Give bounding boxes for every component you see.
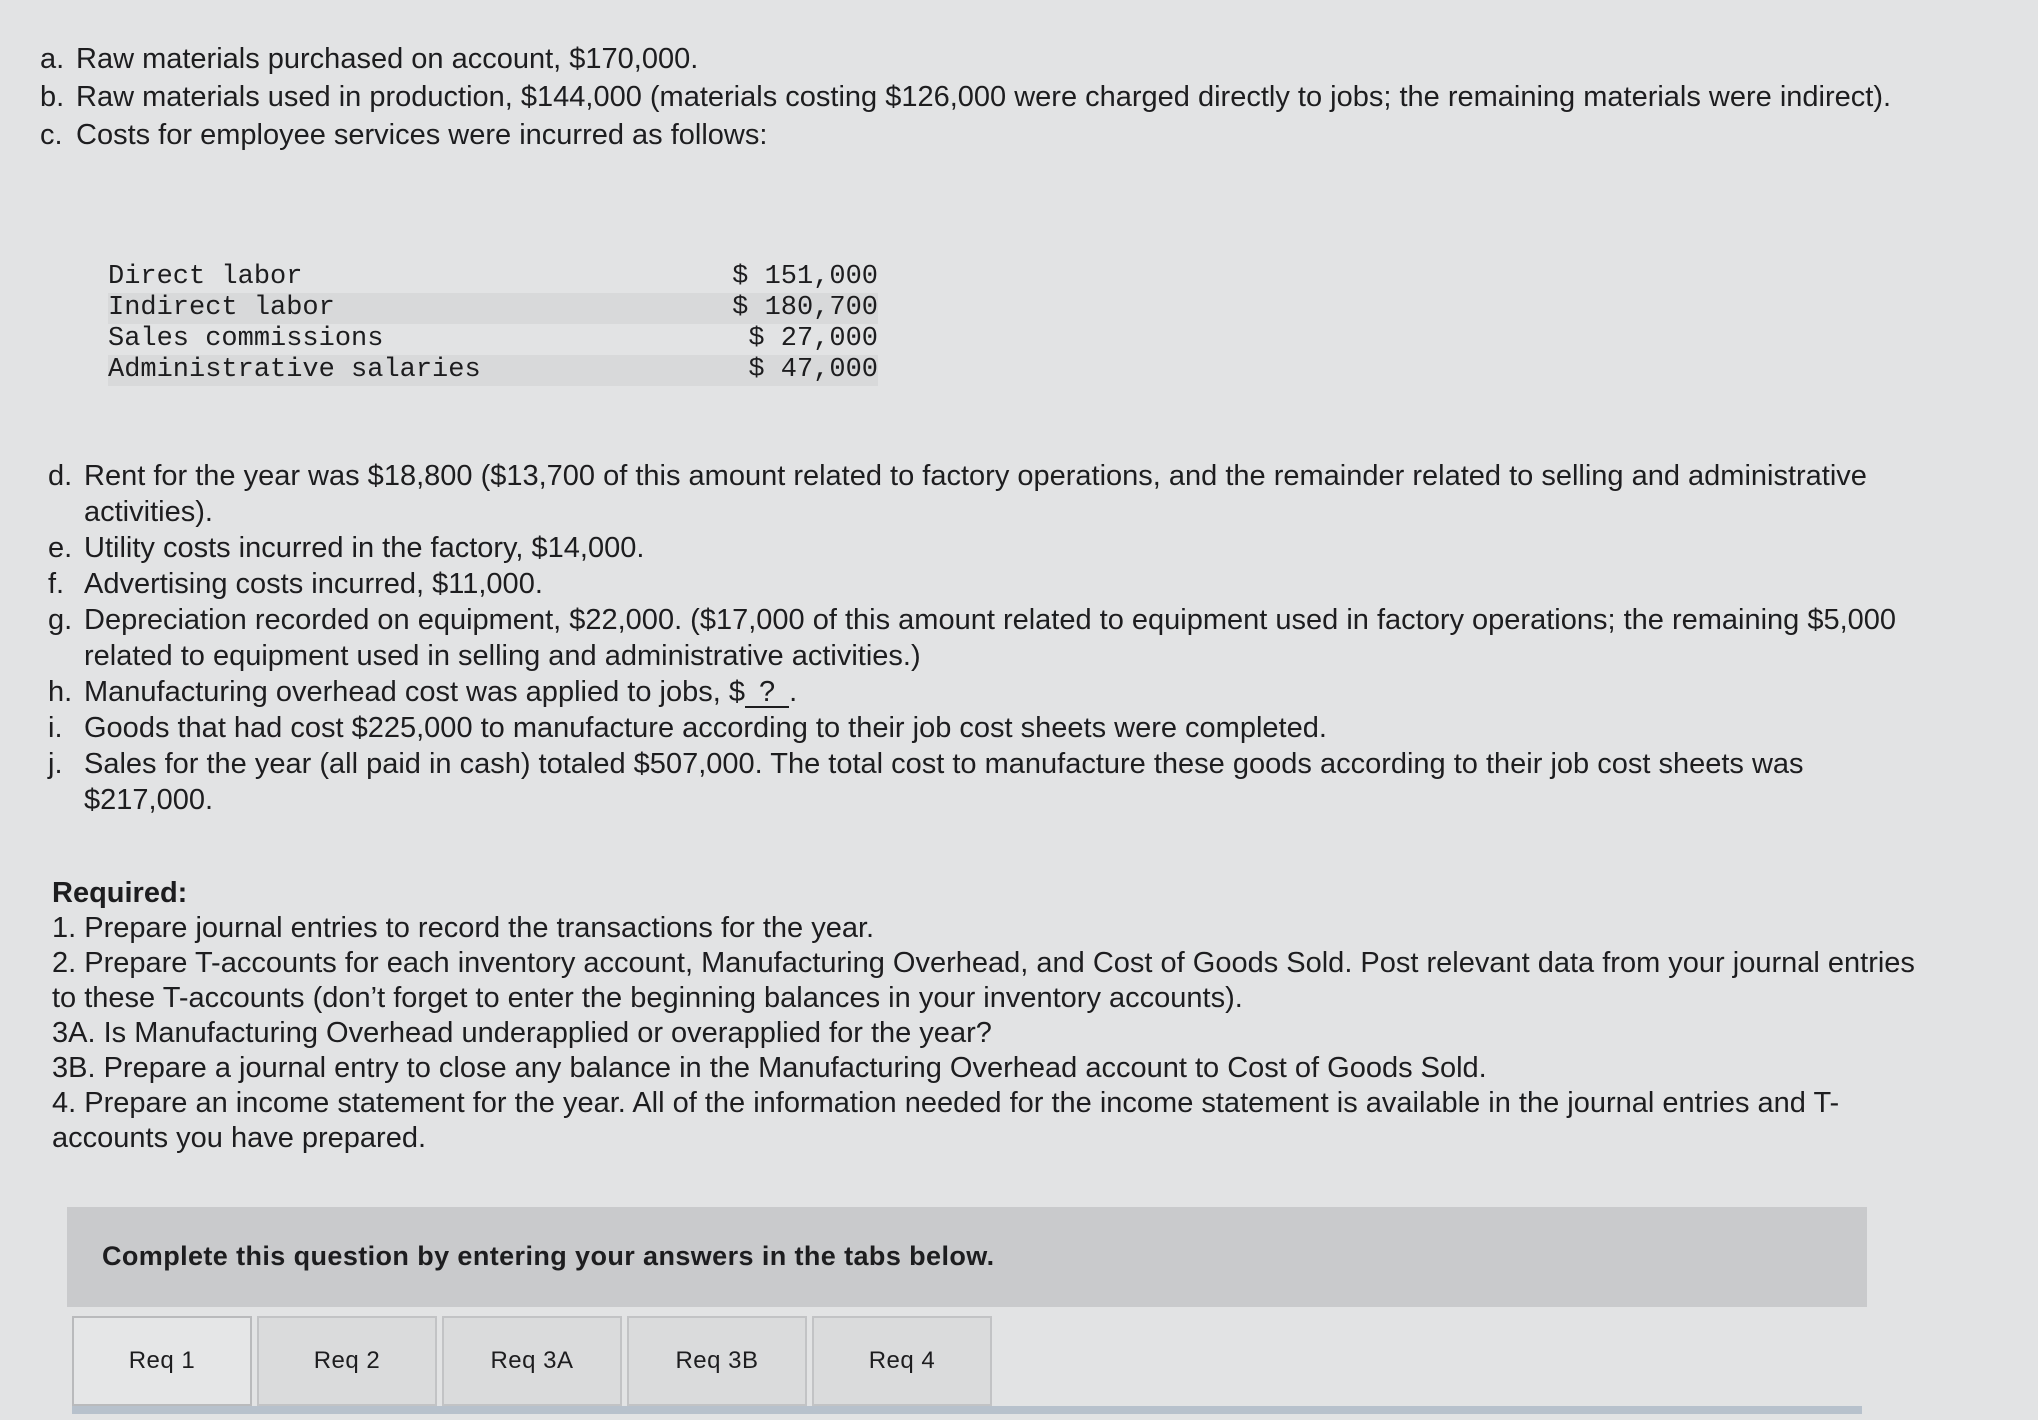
transaction-a xyxy=(40,40,1940,78)
required-item: 3A. Is Manufacturing Overhead underapplied or overapplied for the year? xyxy=(52,1017,992,1049)
transaction-text-suffix: . xyxy=(789,676,798,708)
transaction-e xyxy=(48,530,1938,566)
tab-req-3a[interactable]: Req 3A xyxy=(442,1316,622,1406)
transaction-letter: d. xyxy=(48,460,73,492)
transaction-g xyxy=(48,602,1938,674)
required-item: 4. Prepare an income statement for the year. All of the information needed for the income statement is available in the journal entries and T-accounts you have prepared. xyxy=(52,1087,1840,1154)
tab-req-3b[interactable]: Req 3B xyxy=(627,1316,807,1406)
transaction-i xyxy=(48,710,1938,746)
transaction-text-lead: Manufacturing overhead cost was applied to jobs, $ xyxy=(84,676,745,708)
requirement-tabs xyxy=(72,1316,997,1406)
employee-costs-table xyxy=(108,262,878,386)
table-row xyxy=(108,293,878,324)
transaction-letter: b. xyxy=(40,81,65,113)
transaction-letter: g. xyxy=(48,604,73,636)
transactions-list-top xyxy=(40,40,1940,154)
required-item: 1. Prepare journal entries to record the transactions for the year. xyxy=(52,912,875,944)
transaction-b xyxy=(40,78,1940,116)
transaction-letter: h. xyxy=(48,676,73,708)
transaction-text: Goods that had cost $225,000 to manufacture according to their job cost sheets were completed. xyxy=(84,712,1327,744)
transaction-j xyxy=(48,746,1938,818)
transaction-text: Sales for the year (all paid in cash) totaled $507,000. The total cost to manufacture these goods according to their job cost sheets was $217,000. xyxy=(84,748,1804,816)
transaction-letter: j. xyxy=(48,748,63,780)
transaction-text: Raw materials used in production, $144,000 (materials costing $126,000 were charged directly to jobs; the remaining materials were indirect). xyxy=(76,81,1892,113)
instructions-text: Complete this question by entering your answers in the tabs below. xyxy=(102,1241,995,1271)
table-row xyxy=(108,262,878,293)
transaction-letter: a. xyxy=(40,43,65,75)
cost-label: Administrative salaries xyxy=(108,355,661,386)
table-row xyxy=(108,324,878,355)
transactions-list-bottom xyxy=(48,458,1938,818)
cost-amount: $ 27,000 xyxy=(748,324,878,354)
cost-amount: $ 180,700 xyxy=(661,293,878,324)
tab-req-1[interactable]: Req 1 xyxy=(72,1316,252,1406)
transaction-text: Utility costs incurred in the factory, $14,000. xyxy=(84,532,645,564)
cost-label: Sales commissions xyxy=(108,324,384,354)
transaction-letter: f. xyxy=(48,568,65,600)
transaction-d xyxy=(48,458,1938,530)
required-section xyxy=(52,876,1932,1156)
required-heading: Required: xyxy=(52,877,188,909)
applied-overhead-blank: ? xyxy=(745,678,789,708)
cost-amount: $ 151,000 xyxy=(732,262,878,292)
transaction-text: Costs for employee services were incurred as follows: xyxy=(76,119,768,151)
cost-amount: $ 47,000 xyxy=(661,355,878,386)
required-item: 2. Prepare T-accounts for each inventory account, Manufacturing Overhead, and Cost of Goods Sold. Post relevant data from your journal entries to these T-accounts (don’t forget to enter the beginning balances in your inventory accounts). xyxy=(52,947,1915,1014)
transaction-f xyxy=(48,566,1938,602)
transaction-text: Advertising costs incurred, $11,000. xyxy=(84,568,543,600)
tab-panel-edge xyxy=(72,1406,1862,1414)
cost-label: Direct labor xyxy=(108,262,303,292)
tab-req-4[interactable]: Req 4 xyxy=(812,1316,992,1406)
required-item: 3B. Prepare a journal entry to close any balance in the Manufacturing Overhead account to Cost of Goods Sold. xyxy=(52,1052,1487,1084)
table-row xyxy=(108,355,878,386)
instructions-banner xyxy=(67,1207,1867,1307)
transaction-text: Rent for the year was $18,800 ($13,700 of this amount related to factory operations, and the remainder related to selling and administrative activities). xyxy=(84,460,1867,528)
cost-label: Indirect labor xyxy=(108,293,661,324)
transaction-letter: i. xyxy=(48,712,63,744)
transaction-h xyxy=(48,674,1938,710)
transaction-text: Raw materials purchased on account, $170,000. xyxy=(76,43,699,75)
tab-req-2[interactable]: Req 2 xyxy=(257,1316,437,1406)
transaction-c xyxy=(40,116,1940,154)
transaction-text: Depreciation recorded on equipment, $22,000. ($17,000 of this amount related to equipment used in factory operations; the remaining $5,000 related to equipment used in selling and administrative activities.) xyxy=(84,604,1897,672)
transaction-letter: c. xyxy=(40,119,63,151)
transaction-letter: e. xyxy=(48,532,73,564)
transaction-text xyxy=(84,674,1938,710)
